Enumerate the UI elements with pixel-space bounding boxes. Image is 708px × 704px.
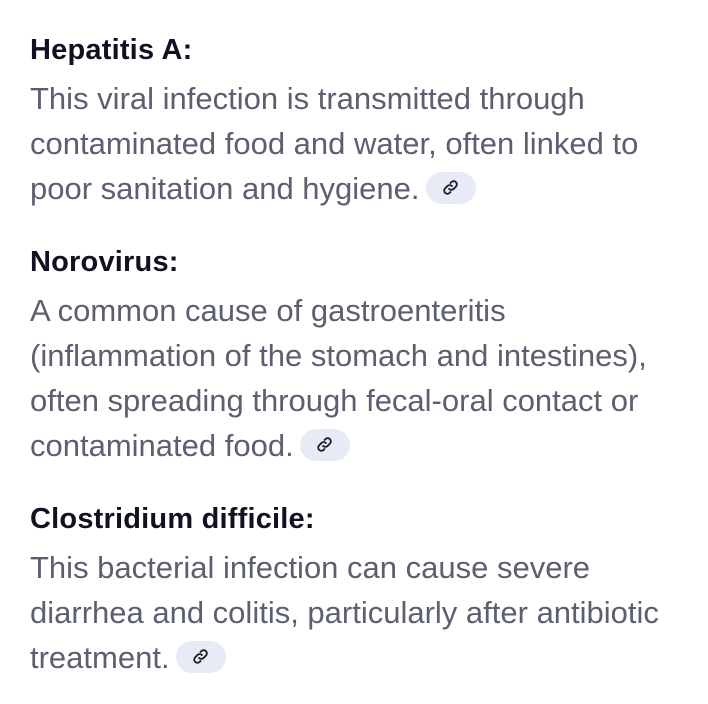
item-description-text: This viral infection is transmitted through contaminated food and water, often linked to poor sanitation and hygiene. (30, 81, 639, 206)
list-item-norovirus (30, 242, 678, 468)
item-description (30, 76, 678, 211)
item-description (30, 545, 678, 680)
link-icon (442, 179, 459, 196)
source-link-button[interactable] (426, 172, 476, 204)
source-link-button[interactable] (176, 641, 226, 673)
item-heading: Norovirus: (30, 246, 179, 278)
link-icon (316, 436, 333, 453)
item-description-text: A common cause of gastroenteritis (inflammation of the stomach and intestines), often spreading through fecal-oral contact or contaminated food. (30, 293, 647, 463)
list-item-hepatitis-a (30, 30, 678, 211)
item-heading: Clostridium difficile: (30, 503, 315, 535)
source-link-button[interactable] (300, 429, 350, 461)
list-item-clostridium-difficile (30, 499, 678, 680)
link-icon (192, 648, 209, 665)
item-description-text: This bacterial infection can cause severe diarrhea and colitis, particularly after antibiotic treatment. (30, 550, 659, 675)
item-description (30, 288, 678, 468)
item-heading: Hepatitis A: (30, 34, 193, 66)
